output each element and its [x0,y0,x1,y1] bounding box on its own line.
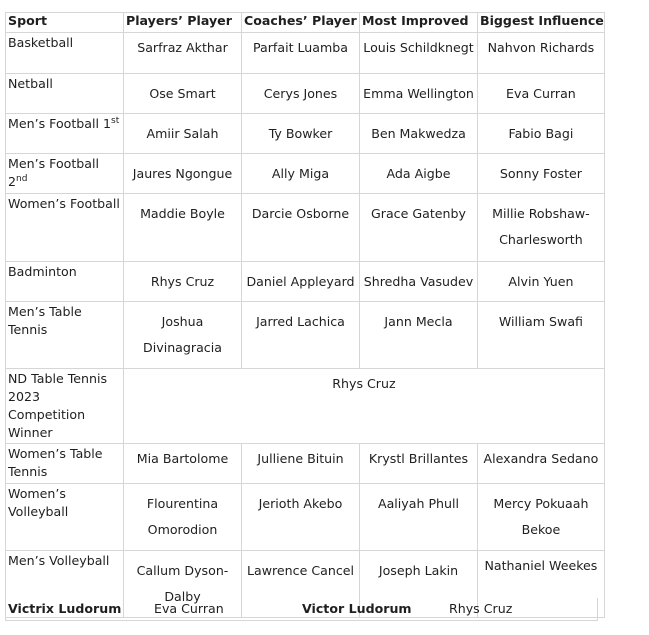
players-player-cell: Rhys Cruz [124,262,242,302]
ordinal-suffix: nd [16,174,28,184]
table-row [6,33,605,74]
sport-cell: Men’s Table Tennis [6,302,124,369]
header-row [6,13,605,33]
biggest-influence-cell: Alexandra Sedano [478,444,605,484]
victrix-ludorum-label: Victrix Ludorum [8,601,122,616]
sport-cell: Basketball [6,33,124,74]
most-improved-cell: Aaliyah Phull [360,484,478,551]
victrix-ludorum-value: Eva Curran [154,601,224,616]
biggest-influence-cell: Millie Robshaw-Charlesworth [478,194,605,262]
table-row [6,74,605,114]
players-player-cell: Flourentina Omorodion [124,484,242,551]
players-player-cell: Mia Bartolome [124,444,242,484]
coaches-player-cell: Jarred Lachica [242,302,360,369]
merged-winner-cell: Rhys Cruz [124,369,605,444]
players-player-cell: Jaures Ngongue [124,154,242,194]
coaches-player-cell: Parfait Luamba [242,33,360,74]
biggest-influence-cell: Alvin Yuen [478,262,605,302]
coaches-player-cell: Daniel Appleyard [242,262,360,302]
table-row [6,484,605,551]
sport-cell: Netball [6,74,124,114]
table-row [6,369,605,444]
table-row [6,114,605,154]
sport-cell: Women’s Football [6,194,124,262]
header-sport: Sport [6,13,124,33]
biggest-influence-cell: Sonny Foster [478,154,605,194]
coaches-player-cell: Darcie Osborne [242,194,360,262]
most-improved-cell: Ada Aigbe [360,154,478,194]
most-improved-cell: Krystl Brillantes [360,444,478,484]
most-improved-cell: Grace Gatenby [360,194,478,262]
biggest-influence-cell: Nathaniel Weekes [478,551,605,618]
sport-cell: Women’s Volleyball [6,484,124,551]
table-row [6,302,605,369]
table-row [6,444,605,484]
coaches-player-cell: Ally Miga [242,154,360,194]
coaches-player-cell: Jerioth Akebo [242,484,360,551]
table-row [6,154,605,194]
biggest-influence-cell: Eva Curran [478,74,605,114]
header-players-player: Players’ Player [124,13,242,33]
victor-ludorum-value: Rhys Cruz [449,601,513,616]
players-player-cell: Sarfraz Akthar [124,33,242,74]
coaches-player-cell: Julliene Bituin [242,444,360,484]
ludorum-footer [5,598,598,621]
coaches-player-cell: Cerys Jones [242,74,360,114]
most-improved-cell: Louis Schildknegt [360,33,478,74]
awards-table [5,12,605,618]
header-coaches-player: Coaches’ Player [242,13,360,33]
players-player-cell: Joshua Divinagracia [124,302,242,369]
coaches-player-cell: Lawrence Cancel [242,551,360,618]
sport-cell: ND Table Tennis 2023 Competition Winner [6,369,124,444]
biggest-influence-cell: Fabio Bagi [478,114,605,154]
sport-cell: Men’s Football 2nd [6,154,124,194]
players-player-cell: Amiir Salah [124,114,242,154]
most-improved-cell: Joseph Lakin [360,551,478,618]
most-improved-cell: Jann Mecla [360,302,478,369]
most-improved-cell: Emma Wellington [360,74,478,114]
players-player-cell: Ose Smart [124,74,242,114]
table-row [6,262,605,302]
table-row [6,194,605,262]
header-biggest-influence: Biggest Influence [478,13,605,33]
sport-cell: Women’s Table Tennis [6,444,124,484]
sport-cell: Men’s Volleyball [6,551,124,618]
victor-ludorum-label: Victor Ludorum [302,601,412,616]
ordinal-suffix: st [111,116,120,126]
header-most-improved: Most Improved [360,13,478,33]
coaches-player-cell: Ty Bowker [242,114,360,154]
players-player-cell: Maddie Boyle [124,194,242,262]
biggest-influence-cell: Mercy Pokuaah Bekoe [478,484,605,551]
sport-cell: Men’s Football 1st [6,114,124,154]
sport-cell: Badminton [6,262,124,302]
biggest-influence-cell: Nahvon Richards [478,33,605,74]
players-player-cell: Callum Dyson-Dalby [124,551,242,618]
most-improved-cell: Ben Makwedza [360,114,478,154]
biggest-influence-cell: William Swafi [478,302,605,369]
most-improved-cell: Shredha Vasudev [360,262,478,302]
